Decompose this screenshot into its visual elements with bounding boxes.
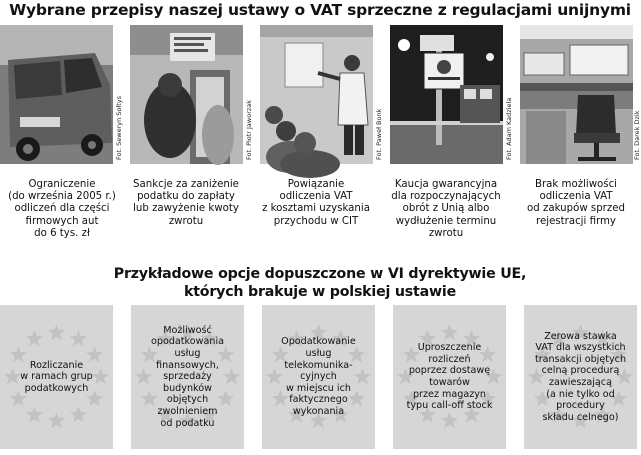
caption-sanctions: Sankcje za zaniżenie podatku do zapłaty lub zawyżenie kwoty zwrotu xyxy=(133,179,239,227)
option-box-call-off-stock: Uproszczenie rozliczeń poprzez dostawę towarów przez magazyn typu call-off stock xyxy=(393,305,506,449)
van-photo xyxy=(0,25,113,164)
option-box-zero-rate: Zerowa stawka VAT dla wszystkich transakcji objętych celną procedurą zawieszającą (a nie tylko od procedury składu celnego) xyxy=(524,305,637,449)
photo-credit: Fot. Paweł Bonk xyxy=(375,108,383,160)
photo-credit: Fot. Darek Dzik xyxy=(633,110,641,160)
photo-credit: Fot. Adam Kadziela xyxy=(505,97,513,160)
option-box-financial-services: Możliwość opodatkowania usług finansowych, sprzedaży budynków objętych zwolnieniem od podatku xyxy=(131,305,244,449)
caption-pre-registration: Brak możliwości odliczenia VAT od zakupów sprzed rejestracji firmy xyxy=(527,179,625,227)
photo-row xyxy=(0,25,640,175)
option-box-group-settlement: Rozliczanie w ramach grup podatkowych xyxy=(0,305,113,449)
photo-credit: Fot. Piotr Jaworzak xyxy=(245,99,253,160)
section-subtitle: Przykładowe opcje dopuszczone w VI dyrektywie UE, których brakuje w polskiej ustawie xyxy=(113,266,527,300)
presentation-photo xyxy=(260,25,373,164)
border-crossing-photo xyxy=(390,25,503,164)
option-box-telecom: Opodatkowanie usług telekomunika- cyjnych w miejscu ich faktycznego wykonania xyxy=(262,305,375,449)
caption-car-deduction-limit: Ograniczenie (do września 2005 r.) odliczeń dla części firmowych aut do 6 tys. zł xyxy=(8,179,116,239)
tax-office-photo xyxy=(130,25,243,164)
page-title: Wybrane przepisy naszej ustawy o VAT sprzeczne z regulacjami unijnymi xyxy=(9,1,631,19)
caption-guarantee-deposit: Kaucja gwarancyjna dla rozpoczynających obrót z Unią albo wydłużenie terminu zwrotu xyxy=(391,179,501,239)
photo-credit: Fot. Seweryn Sołtys xyxy=(115,95,123,160)
office-photo xyxy=(520,25,633,164)
caption-cit-link: Powiązanie odliczenia VAT z kosztami uzyskania przychodu w CIT xyxy=(262,179,370,227)
